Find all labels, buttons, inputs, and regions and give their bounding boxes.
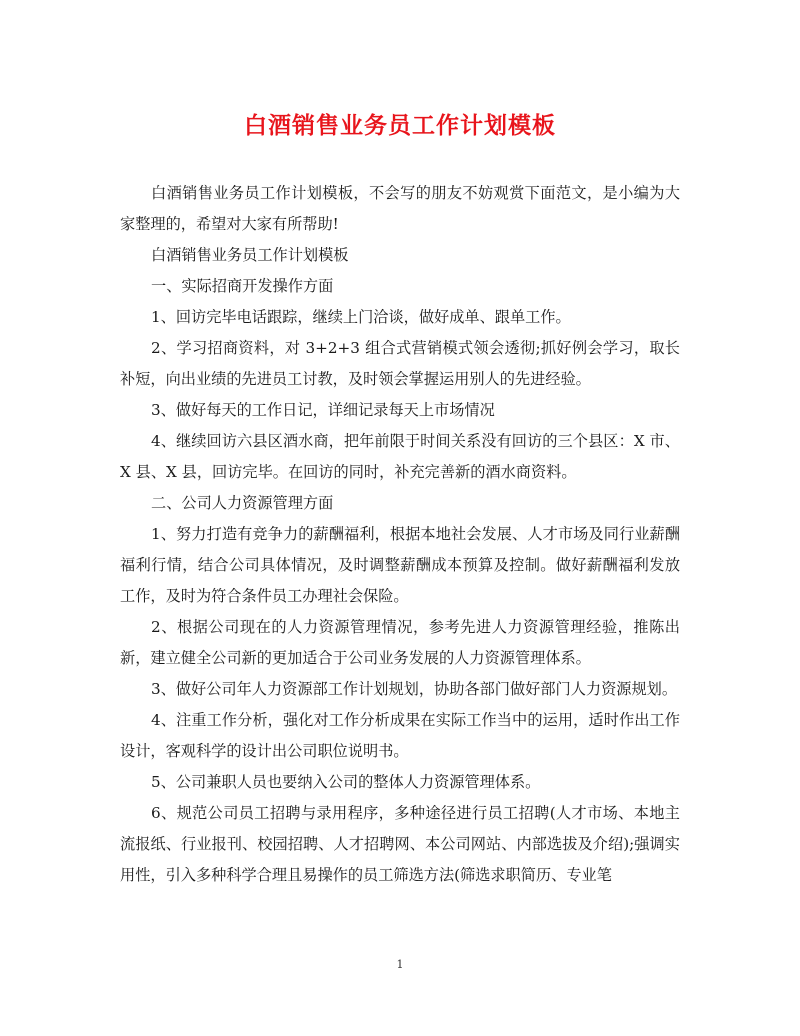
- section-heading-2: 二、公司人力资源管理方面: [151, 494, 334, 512]
- list-item: 5、公司兼职人员也要纳入公司的整体人力资源管理体系。: [151, 773, 541, 791]
- list-item: 2、根据公司现在的人力资源管理情况，参考先进人力资源管理经验，推陈出新，建立健全公司新的更加适合于公司业务发展的人力资源管理体系。: [120, 618, 680, 667]
- list-item: 6、规范公司员工招聘与录用程序，多种途径进行员工招聘(人才市场、本地主流报纸、行业报刊、校园招聘、人才招聘网、本公司网站、内部选拔及介绍);强调实用性，引入多种科学合理且易操作的员工筛选方法(筛选求职简历、专业笔: [120, 804, 680, 884]
- paragraph-intro: 白酒销售业务员工作计划模板，不会写的朋友不妨观赏下面范文，是小编为大家整理的，希望对大家有所帮助!: [120, 184, 680, 233]
- list-item: 4、继续回访六县区酒水商，把年前限于时间关系没有回访的三个县区：X 市、X 县、X 县，回访完毕。在回访的同时，补充完善新的酒水商资料。: [120, 432, 680, 481]
- list-item: 3、做好公司年人力资源部工作计划规划，协助各部门做好部门人力资源规划。: [151, 680, 678, 698]
- list-item: 1、努力打造有竞争力的薪酬福利，根据本地社会发展、人才市场及同行业薪酬福利行情，结合公司具体情况，及时调整薪酬成本预算及控制。做好薪酬福利发放工作，及时为符合条件员工办理社会保险。: [120, 525, 680, 605]
- paragraph-subtitle: 白酒销售业务员工作计划模板: [151, 246, 349, 264]
- page-number: 1: [396, 958, 404, 971]
- list-item: 2、学习招商资料，对 3+2+3 组合式营销模式领会透彻;抓好例会学习，取长补短，向出业绩的先进员工讨教，及时领会掌握运用别人的先进经验。: [120, 339, 680, 388]
- document-body: [120, 178, 680, 891]
- list-item: 1、回访完毕电话跟踪，继续上门洽谈，做好成单、跟单工作。: [151, 308, 571, 326]
- list-item: 4、注重工作分析，强化对工作分析成果在实际工作当中的运用，适时作出工作设计，客观科学的设计出公司职位说明书。: [120, 711, 680, 760]
- section-heading-1: 一、实际招商开发操作方面: [151, 277, 334, 295]
- list-item: 3、做好每天的工作日记，详细记录每天上市场情况: [151, 401, 495, 419]
- document-title: 白酒销售业务员工作计划模板: [244, 112, 556, 139]
